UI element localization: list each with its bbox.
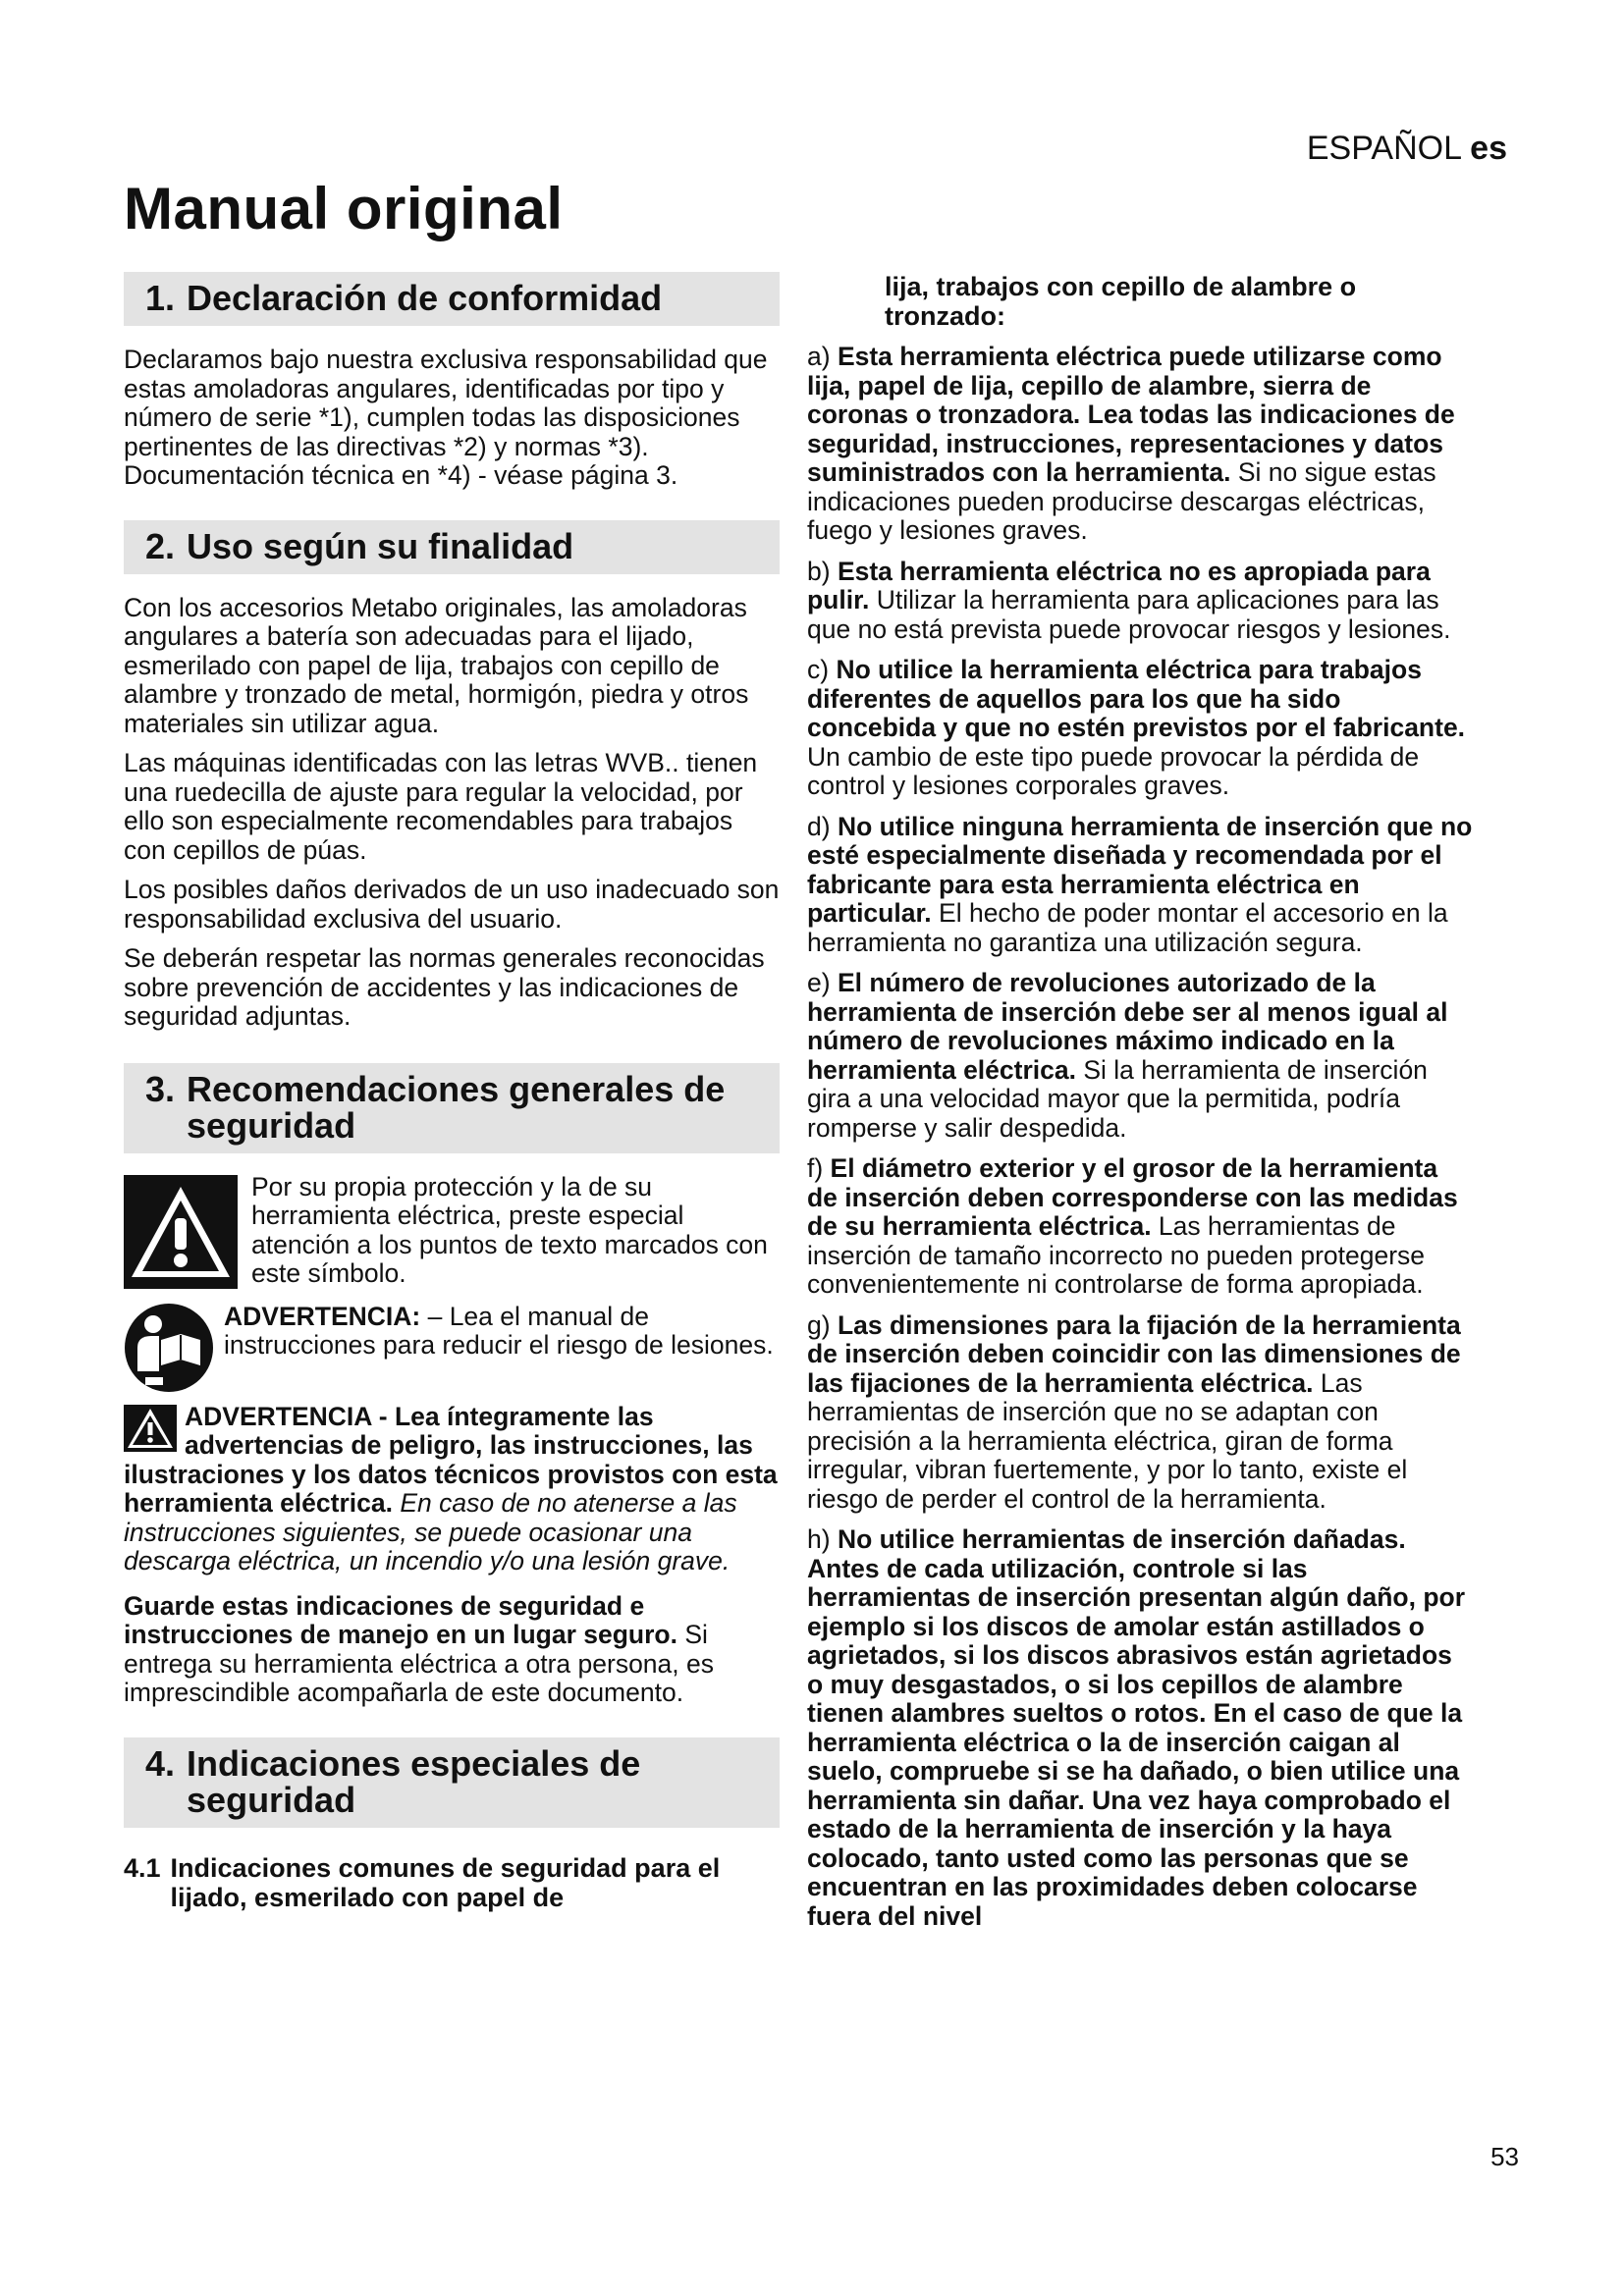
item-bold: No utilice ninguna herramienta de inserción que no esté especialmente diseñada y recomendada por el fabricante para esta herramienta eléctrica en particular.: [807, 811, 1473, 928]
item-text: Un cambio de este tipo puede provocar la pérdida de control y lesiones corporales graves.: [807, 741, 1420, 800]
item-letter: d): [807, 811, 831, 841]
subsection-4-1-heading: [124, 1853, 780, 1912]
warning-triangle-icon: [124, 1175, 238, 1289]
intended-use-paragraph: Con los accesorios Metabo originales, las amoladoras angulares a batería son adecuadas para el lijado, esmerilado con papel de lija, trabajos con cepillo de alambre y tronzado de metal, hormigón, piedra y otros materiales sin utilizar agua.: [124, 592, 749, 738]
item-letter: c): [807, 655, 830, 684]
item-bold: El diámetro exterior y el grosor de la herramienta de inserción deben corresponderse con las medidas de su herramienta eléctrica.: [807, 1153, 1458, 1241]
section-4-heading: [124, 1737, 780, 1828]
safety-list: [807, 343, 1475, 1931]
page-number: 53: [1490, 2142, 1519, 2171]
item-text: Las herramientas de inserción que no se adaptan con precisión a la herramienta eléctrica, giran de forma irregular, vibran fuertemente, y por lo tanto, existe el riesgo de perder el control de la herramienta.: [807, 1367, 1408, 1514]
item-letter: a): [807, 342, 831, 371]
right-column: [807, 272, 1475, 1943]
read-manual-icon: [124, 1303, 214, 1393]
keep-instructions-body: Si entrega su herramienta eléctrica a otra persona, es imprescindible acompañarla de este documento.: [124, 1620, 714, 1707]
item-letter: f): [807, 1153, 824, 1183]
manual-warning-row: [124, 1299, 780, 1393]
keep-instructions-bold: Guarde estas indicaciones de seguridad e instrucciones de manejo en un lugar seguro.: [124, 1590, 677, 1649]
list-item: [807, 969, 1475, 1143]
item-bold: No utilice herramientas de inserción dañadas. Antes de cada utilización, controle si las herramientas de inserción presentan algún daño, por ejemplo si los discos de amolar están astillados o agrietados, si los discos abrasivos están agrietados o muy desgastados, o si los cepillos de alambre tienen alambres sueltos o rotos. En el caso de que la herramienta eléctrica o la de inserción caigan al suelo, compruebe si se ha dañado, o bien utilice una herramienta sin dañar. Una vez haya comprobado el estado de la herramienta de inserción y la haya colocado, tanto usted como las personas que se encuentran en las proximidades deben colocarse fuera del nivel: [807, 1524, 1466, 1931]
subsection-4-1-title: Indicaciones comunes de seguridad para el lijado, esmerilado con papel de: [170, 1852, 721, 1912]
section-1-title: Declaración de conformidad: [187, 278, 663, 318]
full-warning-text: [124, 1403, 780, 1576]
item-bold: El número de revoluciones autorizado de la herramienta de inserción debe ser al menos igual al número de revoluciones máximo indicado en la herramienta eléctrica.: [807, 968, 1448, 1085]
section-3-heading: [124, 1063, 780, 1153]
manual-warning-body: – Lea el manual de instrucciones para reducir el riesgo de lesiones.: [224, 1301, 774, 1360]
section-2-heading: [124, 520, 780, 574]
intended-use-paragraph: Se deberán respetar las normas generales reconocidas sobre prevención de accidentes y las indicaciones de seguridad adjuntas.: [124, 943, 765, 1031]
item-text: Las herramientas de inserción de tamaño incorrecto no pueden protegerse convenientemente ni controlarse de forma apropiada.: [807, 1211, 1426, 1299]
list-item: [807, 343, 1475, 546]
language-code: es: [1470, 130, 1507, 167]
symbol-note-text: Por su propia protección y la de su herramienta eléctrica, preste especial atención a los puntos de texto marcados con este símbolo.: [251, 1171, 768, 1288]
section-3-title: Recomendaciones generales de seguridad: [187, 1068, 726, 1146]
subsection-4-1-title-continued: lija, trabajos con cepillo de alambre o tronzado:: [885, 272, 1357, 331]
list-item: [807, 813, 1475, 958]
section-1-number: 1.: [145, 278, 176, 318]
item-bold: No utilice la herramienta eléctrica para trabajos diferentes de aquellos para los que ha sido concebida y que no estén previstos por el fabricante.: [807, 655, 1466, 742]
manual-warning-label: ADVERTENCIA:: [224, 1301, 421, 1331]
left-column: [124, 272, 780, 1912]
manual-warning-text: [224, 1303, 780, 1361]
item-bold: Esta herramienta eléctrica no es apropiada para pulir.: [807, 556, 1431, 614]
section-2-number: 2.: [145, 525, 176, 566]
page-title: Manual original: [124, 176, 564, 241]
item-text: Si la herramienta de inserción gira a una velocidad mayor que la permitida, podría romperse y salir despedida.: [807, 1054, 1428, 1143]
item-bold: Esta herramienta eléctrica puede utilizarse como lija, papel de lija, cepillo de alambre, sierra de coronas o tronzadora. Lea todas las indicaciones de seguridad, instrucciones, representaciones y datos suministrados con la herramienta.: [807, 342, 1455, 487]
item-text: Utilizar la herramienta para aplicaciones para las que no está prevista puede provocar riesgos y lesiones.: [807, 585, 1451, 644]
intended-use-paragraph: Los posibles daños derivados de un uso inadecuado son responsabilidad exclusiva del usuario.: [124, 875, 780, 934]
section-3-number: 3.: [145, 1068, 176, 1109]
list-item: [807, 1525, 1475, 1931]
item-letter: g): [807, 1309, 831, 1340]
list-item: [807, 1154, 1475, 1300]
item-bold: Las dimensiones para la fijación de la herramienta de inserción deben coincidir con las dimensiones de las fijaciones de la herramienta eléctrica.: [807, 1309, 1461, 1398]
item-text: Si no sigue estas indicaciones pueden producirse descargas eléctricas, fuego y lesiones graves.: [807, 457, 1436, 545]
item-letter: b): [807, 556, 831, 586]
list-item: [807, 558, 1475, 645]
section-1-heading: [124, 272, 780, 326]
list-item: [807, 656, 1475, 801]
section-2-title: Uso según su finalidad: [187, 525, 574, 566]
language-label: [1307, 130, 1507, 168]
intended-use-paragraph: Las máquinas identificadas con las letras WVB.. tienen una ruedecilla de ajuste para regular la velocidad, por ello son especialmente recomendables para trabajos con cepillos de púas.: [124, 748, 758, 865]
item-letter: e): [807, 968, 831, 997]
item-text: El hecho de poder montar el accesorio en la herramienta no garantiza una utilización segura.: [807, 898, 1448, 957]
subsection-4-1-number: 4.1: [124, 1852, 161, 1883]
small-warning-icon: [124, 1405, 177, 1452]
list-item: [807, 1311, 1475, 1515]
section-4-number: 4.: [145, 1742, 176, 1784]
item-letter: h): [807, 1524, 831, 1554]
keep-instructions-text: [124, 1592, 780, 1708]
declaration-text: Declaramos bajo nuestra exclusiva responsabilidad que estas amoladoras angulares, identificadas por tipo y número de serie *1), cumplen todas las disposiciones pertinentes de las directivas *2) y normas *3). Documentación técnica en *4) - véase página 3.: [124, 345, 768, 490]
section-4-title: Indicaciones especiales de seguridad: [187, 1742, 641, 1820]
full-warning-italic: En caso de no atenerse a las instrucciones siguientes, se puede ocasionar una descarga eléctrica, un incendio y/o una lesión grave.: [124, 1488, 737, 1575]
language-name: ESPAÑOL: [1306, 130, 1461, 167]
full-warning-bold: ADVERTENCIA - Lea íntegramente las advertencias de peligro, las instrucciones, las ilustraciones y los datos técnicos provistos con esta herramienta eléctrica.: [124, 1401, 778, 1518]
symbol-note-row: [124, 1173, 780, 1289]
